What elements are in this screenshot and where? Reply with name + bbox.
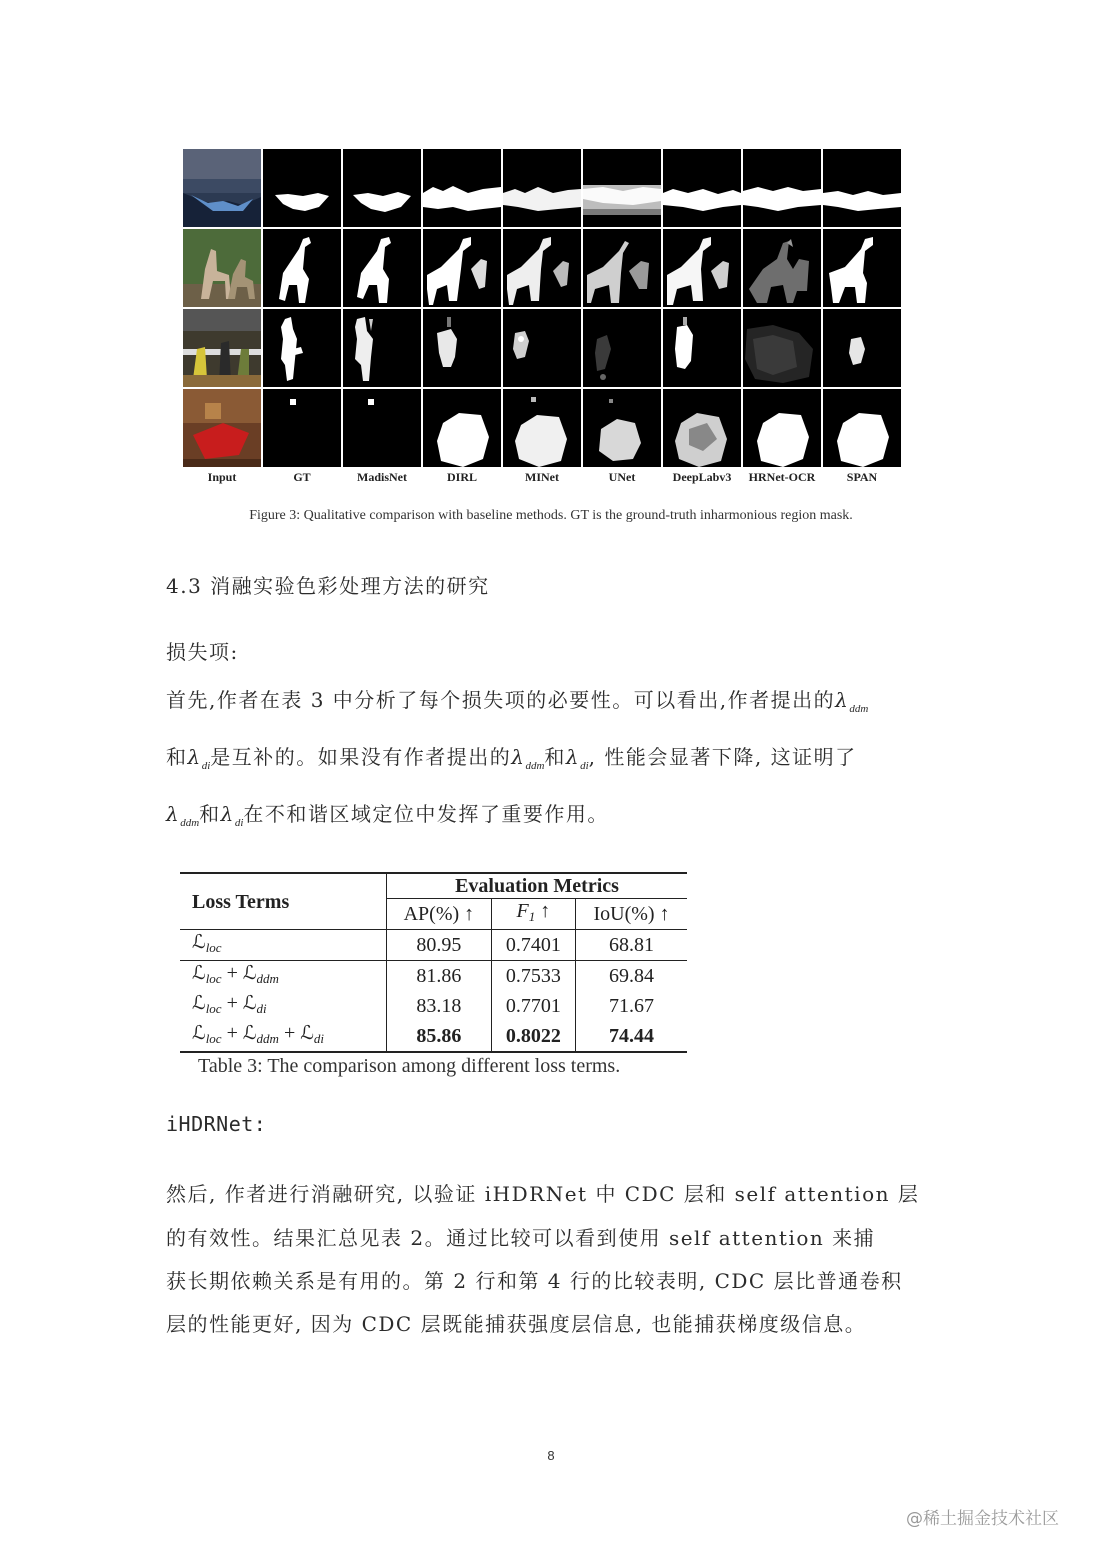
script-l: ℒ	[242, 992, 257, 1014]
deeplabv3-mask-mountain	[663, 149, 741, 227]
lambda-subscript: ddm	[525, 760, 545, 772]
column-label: SPAN	[846, 470, 878, 484]
column-label: GT	[293, 470, 311, 484]
text-fragment: 首先,作者在表 3 中分析了每个损失项的必要性。可以看出,作者提出的	[166, 688, 836, 712]
subscript: ddm	[256, 1031, 279, 1046]
minet-mask-mountain	[503, 149, 581, 227]
subscript: di	[313, 1031, 325, 1046]
loss-term-cell	[180, 1021, 387, 1052]
deeplabv3-mask-giraffe	[663, 229, 741, 307]
column-label: Input	[207, 470, 237, 484]
madisnet-mask-mountain	[343, 149, 421, 227]
ap-cell: 81.86	[387, 961, 492, 992]
f1-arrow: ↑	[535, 900, 551, 922]
madisnet-mask-bedroom	[343, 389, 421, 467]
plus-sign: +	[221, 1022, 243, 1044]
plus-sign: +	[278, 1022, 301, 1044]
dirl-mask-bedroom	[423, 389, 501, 467]
column-label: MINet	[525, 470, 559, 484]
input-image-giraffe	[183, 229, 261, 307]
lambda-symbol: λ	[166, 802, 181, 826]
lambda-subscript: ddm	[849, 703, 869, 715]
subscript: ddm	[256, 971, 279, 986]
gt-mask-giraffe	[263, 229, 341, 307]
lambda-symbol: λ	[511, 745, 526, 769]
ap-cell: 85.86	[387, 1021, 492, 1052]
ihdrnet-label: iHDRNet:	[166, 1112, 267, 1136]
dirl-mask-mountain	[423, 149, 501, 227]
text-fragment: 和	[544, 745, 566, 769]
text-fragment: 和	[199, 802, 221, 826]
loss-term-cell	[180, 930, 387, 961]
input-image-mountain	[183, 149, 261, 227]
table-row	[180, 991, 687, 1021]
table-row	[180, 930, 687, 961]
paragraph-2-line: 获长期依赖关系是有用的。第 2 行和第 4 行的比较表明, CDC 层比普通卷积	[166, 1269, 903, 1293]
lambda-subscript: ddm	[180, 817, 200, 829]
column-label: DIRL	[446, 470, 477, 484]
f1-subscript: 1	[528, 909, 536, 924]
paragraph-2-line: 然后, 作者进行消融研究, 以验证 iHDRNet 中 CDC 层和 self attention 层	[166, 1182, 920, 1206]
lambda-subscript: di	[201, 760, 211, 772]
subscript: loc	[205, 1001, 222, 1016]
hrnet-ocr-mask-volleyball	[743, 309, 821, 387]
lambda-symbol: λ	[835, 688, 850, 712]
lambda-symbol: λ	[565, 745, 581, 769]
watermark: @稀土掘金技术社区	[906, 1509, 1059, 1529]
dirl-mask-volleyball	[423, 309, 501, 387]
figure-grid	[183, 149, 908, 467]
plus-sign: +	[221, 992, 243, 1014]
loss-terms-label: 损失项:	[166, 640, 239, 664]
madisnet-mask-giraffe	[343, 229, 421, 307]
minet-mask-bedroom	[503, 389, 581, 467]
lambda-subscript: di	[580, 760, 589, 772]
unet-mask-giraffe	[583, 229, 661, 307]
subscript: loc	[205, 940, 222, 955]
deeplabv3-mask-volleyball	[663, 309, 741, 387]
span-mask-mountain	[823, 149, 901, 227]
paragraph-2-line: 层的性能更好, 因为 CDC 层既能捕获强度层信息, 也能捕获梯度级信息。	[166, 1312, 867, 1336]
figure-3	[183, 149, 908, 485]
input-image-volleyball	[183, 309, 261, 387]
paragraph-line-1	[166, 684, 868, 715]
script-l: ℒ	[192, 931, 206, 953]
paragraph-line-3	[166, 798, 609, 829]
span-mask-bedroom	[823, 389, 901, 467]
column-label: HRNet-OCR	[748, 470, 816, 484]
loss-term-cell	[180, 961, 387, 992]
f1-cell: 0.7701	[491, 991, 575, 1021]
script-l: ℒ	[242, 1022, 257, 1044]
table-row	[180, 961, 687, 992]
minet-mask-volleyball	[503, 309, 581, 387]
script-l: ℒ	[192, 962, 206, 984]
subscript: loc	[205, 971, 222, 986]
script-l: ℒ	[300, 1022, 314, 1044]
subscript: loc	[205, 1031, 222, 1046]
figure-column-labels	[183, 470, 908, 485]
gt-mask-volleyball	[263, 309, 341, 387]
table-3	[180, 872, 687, 1053]
hrnet-ocr-mask-bedroom	[743, 389, 821, 467]
table-header-evaluation-metrics: Evaluation Metrics	[455, 875, 619, 897]
text-fragment: 在不和谐区域定位中发挥了重要作用。	[243, 802, 609, 826]
f1-cell: 0.7533	[491, 961, 575, 992]
column-label: DeepLabv3	[672, 470, 732, 484]
text-fragment: 和	[166, 745, 188, 769]
unet-mask-mountain	[583, 149, 661, 227]
iou-cell: 69.84	[576, 961, 687, 992]
paragraph-2-line: 的有效性。结果汇总见表 2。通过比较可以看到使用 self attention 来捕	[166, 1226, 876, 1250]
f1-symbol: F	[516, 900, 529, 922]
table-header-loss-terms: Loss Terms	[180, 873, 387, 930]
deeplabv3-mask-bedroom	[663, 389, 741, 467]
table-header-f1	[491, 899, 575, 930]
madisnet-mask-volleyball	[343, 309, 421, 387]
section-heading: 4.3 消融实验色彩处理方法的研究	[166, 574, 490, 598]
span-mask-volleyball	[823, 309, 901, 387]
iou-cell: 71.67	[609, 995, 655, 1017]
table-header-iou: IoU(%) ↑	[576, 899, 687, 930]
figure-caption: Figure 3: Qualitative comparison with baseline methods. GT is the ground-truth inharmonious region mask.	[249, 508, 853, 523]
unet-mask-bedroom	[583, 389, 661, 467]
iou-cell: 68.81	[576, 930, 687, 961]
table-header-ap: AP(%) ↑	[387, 899, 492, 930]
hrnet-ocr-mask-giraffe	[743, 229, 821, 307]
ap-cell: 83.18	[387, 991, 492, 1021]
page-number: 8	[547, 1448, 555, 1463]
iou-cell: 74.44	[609, 1025, 655, 1047]
dirl-mask-giraffe	[423, 229, 501, 307]
table-row	[180, 1021, 687, 1052]
table-caption: Table 3: The comparison among different loss terms.	[198, 1055, 621, 1077]
script-l: ℒ	[242, 962, 257, 984]
ap-cell: 80.95	[387, 930, 492, 961]
lambda-symbol: λ	[187, 745, 202, 769]
gt-mask-mountain	[263, 149, 341, 227]
plus-sign: +	[221, 962, 243, 984]
text-fragment: 是互补的。如果没有作者提出的	[210, 745, 512, 769]
gt-mask-bedroom	[263, 389, 341, 467]
f1-cell: 0.7401	[491, 930, 575, 961]
column-label: UNet	[608, 470, 636, 484]
subscript: di	[256, 1001, 267, 1016]
unet-mask-volleyball	[583, 309, 661, 387]
input-image-bedroom	[183, 389, 261, 467]
hrnet-ocr-mask-mountain	[743, 149, 821, 227]
minet-mask-giraffe	[503, 229, 581, 307]
column-label: MadisNet	[357, 470, 407, 484]
text-fragment: , 性能会显著下降, 这证明了	[588, 745, 857, 769]
script-l: ℒ	[192, 992, 206, 1014]
paragraph-line-2	[166, 741, 857, 772]
f1-cell: 0.8022	[491, 1021, 575, 1052]
script-l: ℒ	[192, 1022, 206, 1044]
loss-term-cell	[180, 991, 387, 1021]
lambda-subscript: di	[234, 817, 244, 829]
lambda-symbol: λ	[220, 802, 235, 826]
span-mask-giraffe	[823, 229, 901, 307]
